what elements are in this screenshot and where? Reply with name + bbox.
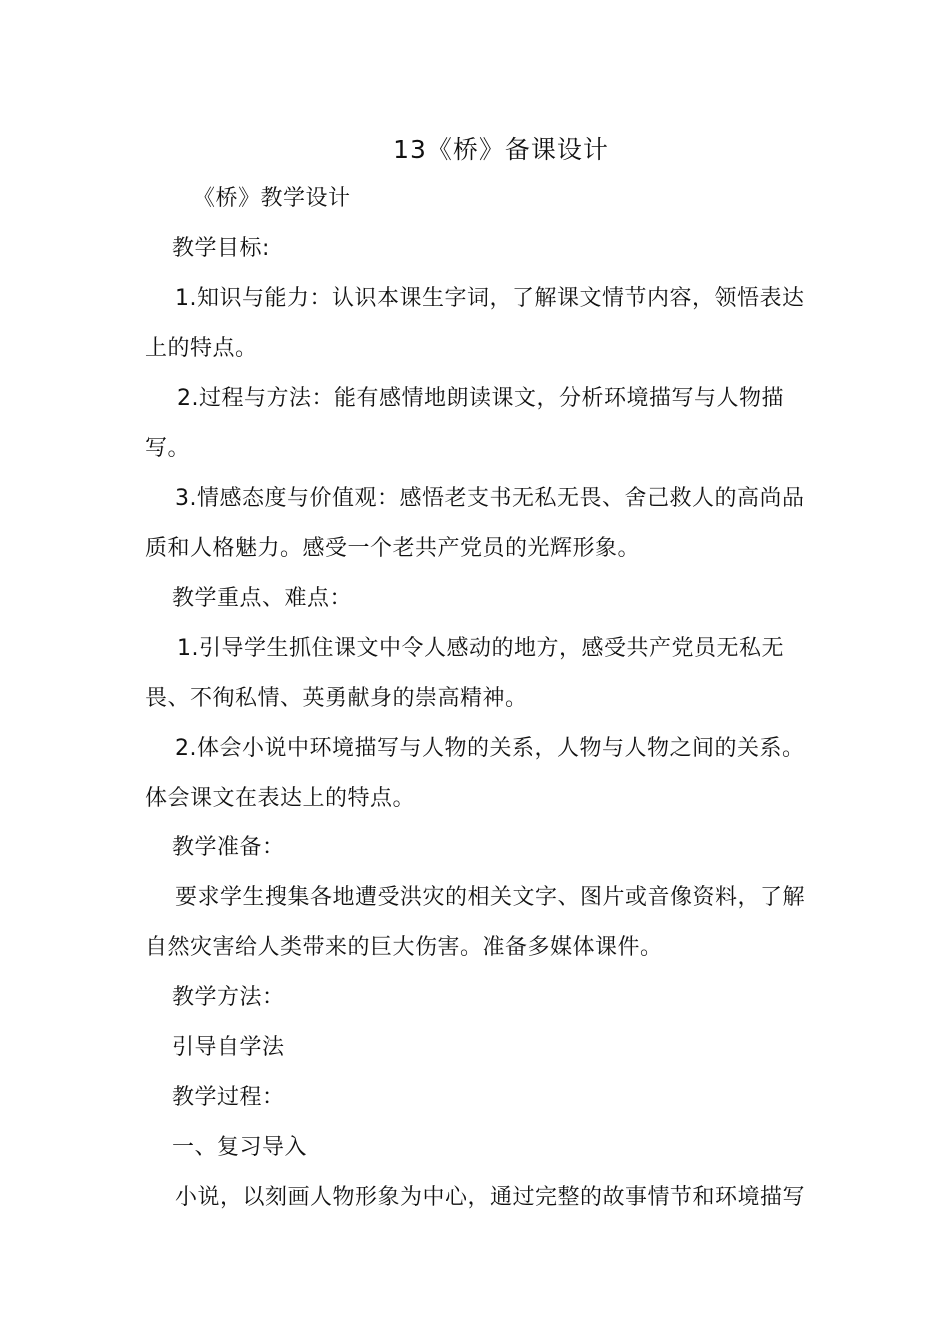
paragraph-line: 2.过程与方法：能有感情地朗读课文，分析环境描写与人物描	[177, 386, 784, 411]
section-heading: 教学准备：	[172, 835, 285, 860]
section-heading: 教学过程：	[172, 1085, 285, 1110]
paragraph-line: 写。	[145, 436, 191, 461]
paragraph-line: 3.情感态度与价值观：感悟老支书无私无畏、舍己救人的高尚品	[175, 486, 805, 511]
paragraph-line: 1.引导学生抓住课文中令人感动的地方，感受共产党员无私无	[177, 636, 784, 661]
paragraph-line: 小说，以刻画人物形象为中心，通过完整的故事情节和环境描写	[175, 1185, 806, 1210]
section-heading: 教学重点、难点：	[172, 586, 353, 611]
subtitle: 《桥》教学设计	[193, 186, 351, 211]
paragraph-line: 畏、不徇私情、英勇献身的崇高精神。	[145, 686, 528, 711]
paragraph-line: 质和人格魅力。感受一个老共产党员的光辉形象。	[145, 536, 641, 561]
paragraph-line: 体会课文在表达上的特点。	[145, 786, 416, 811]
section-heading: 一、复习导入	[172, 1135, 308, 1160]
paragraph-line: 2.体会小说中环境描写与人物的关系，人物与人物之间的关系。	[175, 736, 805, 761]
section-heading: 教学目标:	[172, 236, 270, 261]
paragraph-line: 自然灾害给人类带来的巨大伤害。准备多媒体课件。	[145, 935, 663, 960]
paragraph-line: 引导自学法	[172, 1035, 285, 1060]
paragraph-line: 上的特点。	[145, 336, 258, 361]
paragraph-line: 要求学生搜集各地遭受洪灾的相关文字、图片或音像资料，了解	[175, 885, 806, 910]
paragraph-line: 1.知识与能力：认识本课生字词，了解课文情节内容，领悟表达	[175, 286, 805, 311]
document-title: 13《桥》备课设计	[393, 135, 609, 164]
section-heading: 教学方法：	[172, 985, 285, 1010]
